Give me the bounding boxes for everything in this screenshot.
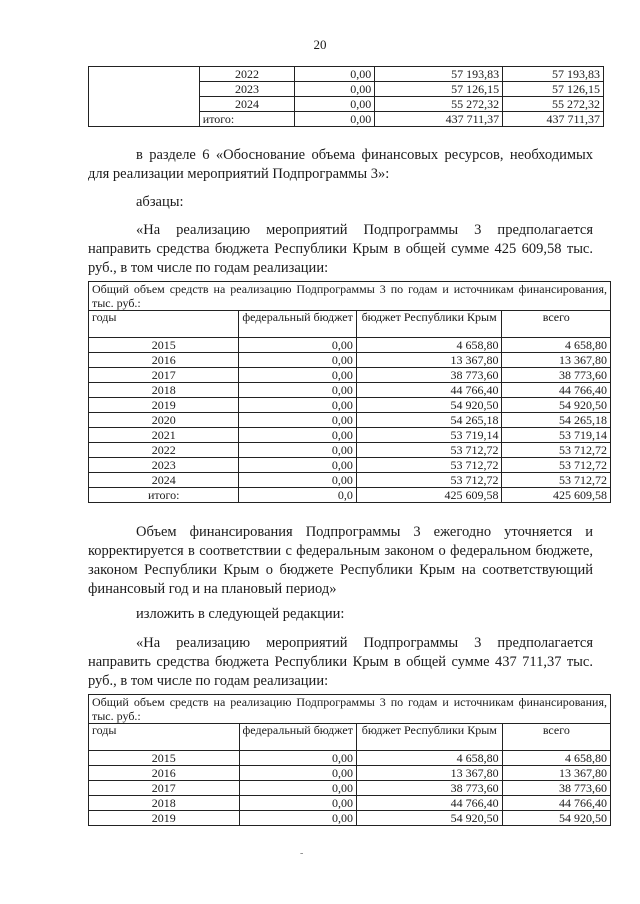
- col-header-years: годы: [89, 724, 240, 751]
- old-paragraph: «На реализацию мероприятий Подпрограммы 3 предполагается направить средства бюджета Республики Крым в общей сумме 425 609,58 тыс. руб., в том числе по годам реализации:: [88, 222, 593, 276]
- republic-cell: 13 367,80: [356, 353, 502, 368]
- year-cell: 2015: [89, 751, 240, 766]
- total-cell: 53 719,14: [502, 428, 611, 443]
- federal-cell: 0,00: [239, 368, 356, 383]
- table-row: [89, 368, 611, 383]
- year-cell: 2015: [89, 338, 239, 353]
- republic-cell: 44 766,40: [356, 383, 502, 398]
- federal-cell: 0,00: [239, 443, 356, 458]
- total-cell: 54 265,18: [502, 413, 611, 428]
- year-cell: итого:: [89, 488, 239, 503]
- republic-cell: 4 658,80: [356, 751, 502, 766]
- section-intro: в разделе 6 «Обоснование объема финансовых ресурсов, необходимых для реализации мероприятий Подпрограммы 3»:: [88, 147, 593, 182]
- republic-cell: 44 766,40: [356, 796, 502, 811]
- federal-cell: 0,00: [239, 383, 356, 398]
- federal-cell: 0,00: [239, 766, 356, 781]
- total-cell: 4 658,80: [502, 338, 611, 353]
- federal-cell: 0,00: [239, 473, 356, 488]
- year-cell: 2019: [89, 811, 240, 826]
- table-row: [89, 473, 611, 488]
- federal-cell: 0,00: [239, 398, 356, 413]
- total-cell: 55 272,32: [503, 97, 604, 112]
- year-cell: итого:: [199, 112, 295, 127]
- republic-cell: 53 712,72: [356, 473, 502, 488]
- year-cell: 2023: [199, 82, 295, 97]
- republic-cell: 425 609,58: [356, 488, 502, 503]
- table-row: [89, 67, 604, 82]
- federal-cell: 0,00: [239, 811, 356, 826]
- total-cell: 57 126,15: [503, 82, 604, 97]
- total-cell: 13 367,80: [502, 353, 611, 368]
- total-cell: 38 773,60: [502, 781, 610, 796]
- republic-cell: 54 265,18: [356, 413, 502, 428]
- table-row: [89, 353, 611, 368]
- page-number: 20: [313, 37, 327, 52]
- table-row: [89, 443, 611, 458]
- table-row: [89, 488, 611, 503]
- old-table-caption: Общий объем средств на реализацию Подпрограммы 3 по годам и источникам финансирования, тыс. руб.:: [89, 282, 611, 311]
- year-cell: 2017: [89, 781, 240, 796]
- federal-cell: 0,00: [239, 781, 356, 796]
- top-table: [88, 66, 604, 127]
- col-header-federal: федеральный бюджет: [239, 311, 356, 338]
- table-row: [89, 811, 611, 826]
- table-row: [89, 338, 611, 353]
- federal-cell: 0,00: [295, 82, 375, 97]
- federal-cell: 0,00: [239, 413, 356, 428]
- total-cell: 437 711,37: [503, 112, 604, 127]
- year-cell: 2018: [89, 383, 239, 398]
- year-cell: 2022: [89, 443, 239, 458]
- federal-cell: 0,00: [239, 338, 356, 353]
- republic-cell: 57 193,83: [375, 67, 503, 82]
- table-row: [89, 428, 611, 443]
- paragraphs-label: абзацы:: [136, 194, 184, 210]
- republic-cell: 53 719,14: [356, 428, 502, 443]
- total-cell: 57 193,83: [503, 67, 604, 82]
- col-header-republic: бюджет Республики Крым: [356, 311, 502, 338]
- total-cell: 53 712,72: [502, 458, 611, 473]
- total-cell: 4 658,80: [502, 751, 610, 766]
- table-row: [89, 413, 611, 428]
- republic-cell: 54 920,50: [356, 398, 502, 413]
- year-cell: 2024: [89, 473, 239, 488]
- total-cell: 44 766,40: [502, 796, 610, 811]
- col-header-republic: бюджет Республики Крым: [356, 724, 502, 751]
- total-cell: 53 712,72: [502, 473, 611, 488]
- year-cell: 2021: [89, 428, 239, 443]
- table-row: [89, 458, 611, 473]
- republic-cell: 437 711,37: [375, 112, 503, 127]
- republic-cell: 55 272,32: [375, 97, 503, 112]
- col-header-total: всего: [502, 724, 610, 751]
- total-cell: 54 920,50: [502, 398, 611, 413]
- empty-cell: [89, 67, 200, 127]
- state-label: изложить в следующей редакции:: [136, 606, 345, 622]
- total-cell: 44 766,40: [502, 383, 611, 398]
- col-header-total: всего: [502, 311, 611, 338]
- total-cell: 38 773,60: [502, 368, 611, 383]
- table-row: [89, 398, 611, 413]
- table-row: [89, 383, 611, 398]
- federal-cell: 0,00: [239, 796, 356, 811]
- new-funding-table: [88, 694, 611, 826]
- federal-cell: 0,00: [295, 112, 375, 127]
- republic-cell: 53 712,72: [356, 458, 502, 473]
- federal-cell: 0,00: [239, 428, 356, 443]
- table-row: [89, 766, 611, 781]
- year-cell: 2017: [89, 368, 239, 383]
- federal-cell: 0,00: [239, 353, 356, 368]
- year-cell: 2023: [89, 458, 239, 473]
- republic-cell: 53 712,72: [356, 443, 502, 458]
- republic-cell: 13 367,80: [356, 766, 502, 781]
- year-cell: 2020: [89, 413, 239, 428]
- federal-cell: 0,00: [295, 67, 375, 82]
- year-cell: 2016: [89, 766, 240, 781]
- republic-cell: 38 773,60: [356, 781, 502, 796]
- year-cell: 2016: [89, 353, 239, 368]
- year-cell: 2019: [89, 398, 239, 413]
- table-row: [89, 751, 611, 766]
- col-header-years: годы: [89, 311, 239, 338]
- republic-cell: 57 126,15: [375, 82, 503, 97]
- table-row: [89, 781, 611, 796]
- year-cell: 2018: [89, 796, 240, 811]
- old-funding-table: [88, 281, 611, 503]
- new-paragraph: «На реализацию мероприятий Подпрограммы 3 предполагается направить средства бюджета Республики Крым в общей сумме 437 711,37 тыс. руб., в том числе по годам реализации:: [88, 635, 593, 689]
- federal-cell: 0,00: [295, 97, 375, 112]
- new-table-caption: Общий объем средств на реализацию Подпрограммы 3 по годам и источникам финансирования, тыс. руб.:: [89, 695, 611, 724]
- total-cell: 54 920,50: [502, 811, 610, 826]
- year-cell: 2022: [199, 67, 295, 82]
- scan-mark: -: [300, 848, 304, 859]
- table-row: [89, 796, 611, 811]
- federal-cell: 0,00: [239, 458, 356, 473]
- republic-cell: 4 658,80: [356, 338, 502, 353]
- republic-cell: 38 773,60: [356, 368, 502, 383]
- col-header-federal: федеральный бюджет: [239, 724, 356, 751]
- year-cell: 2024: [199, 97, 295, 112]
- total-cell: 53 712,72: [502, 443, 611, 458]
- total-cell: 425 609,58: [502, 488, 611, 503]
- total-cell: 13 367,80: [502, 766, 610, 781]
- federal-cell: 0,00: [239, 751, 356, 766]
- federal-cell: 0,0: [239, 488, 356, 503]
- volume-paragraph: Объем финансирования Подпрограммы 3 ежегодно уточняется и корректируется в соответствии с федеральным законом о федеральном бюджете, законом Республики Крым о бюджете Республики Крым на соответствующий финансовый год и на плановый период»: [88, 524, 593, 597]
- republic-cell: 54 920,50: [356, 811, 502, 826]
